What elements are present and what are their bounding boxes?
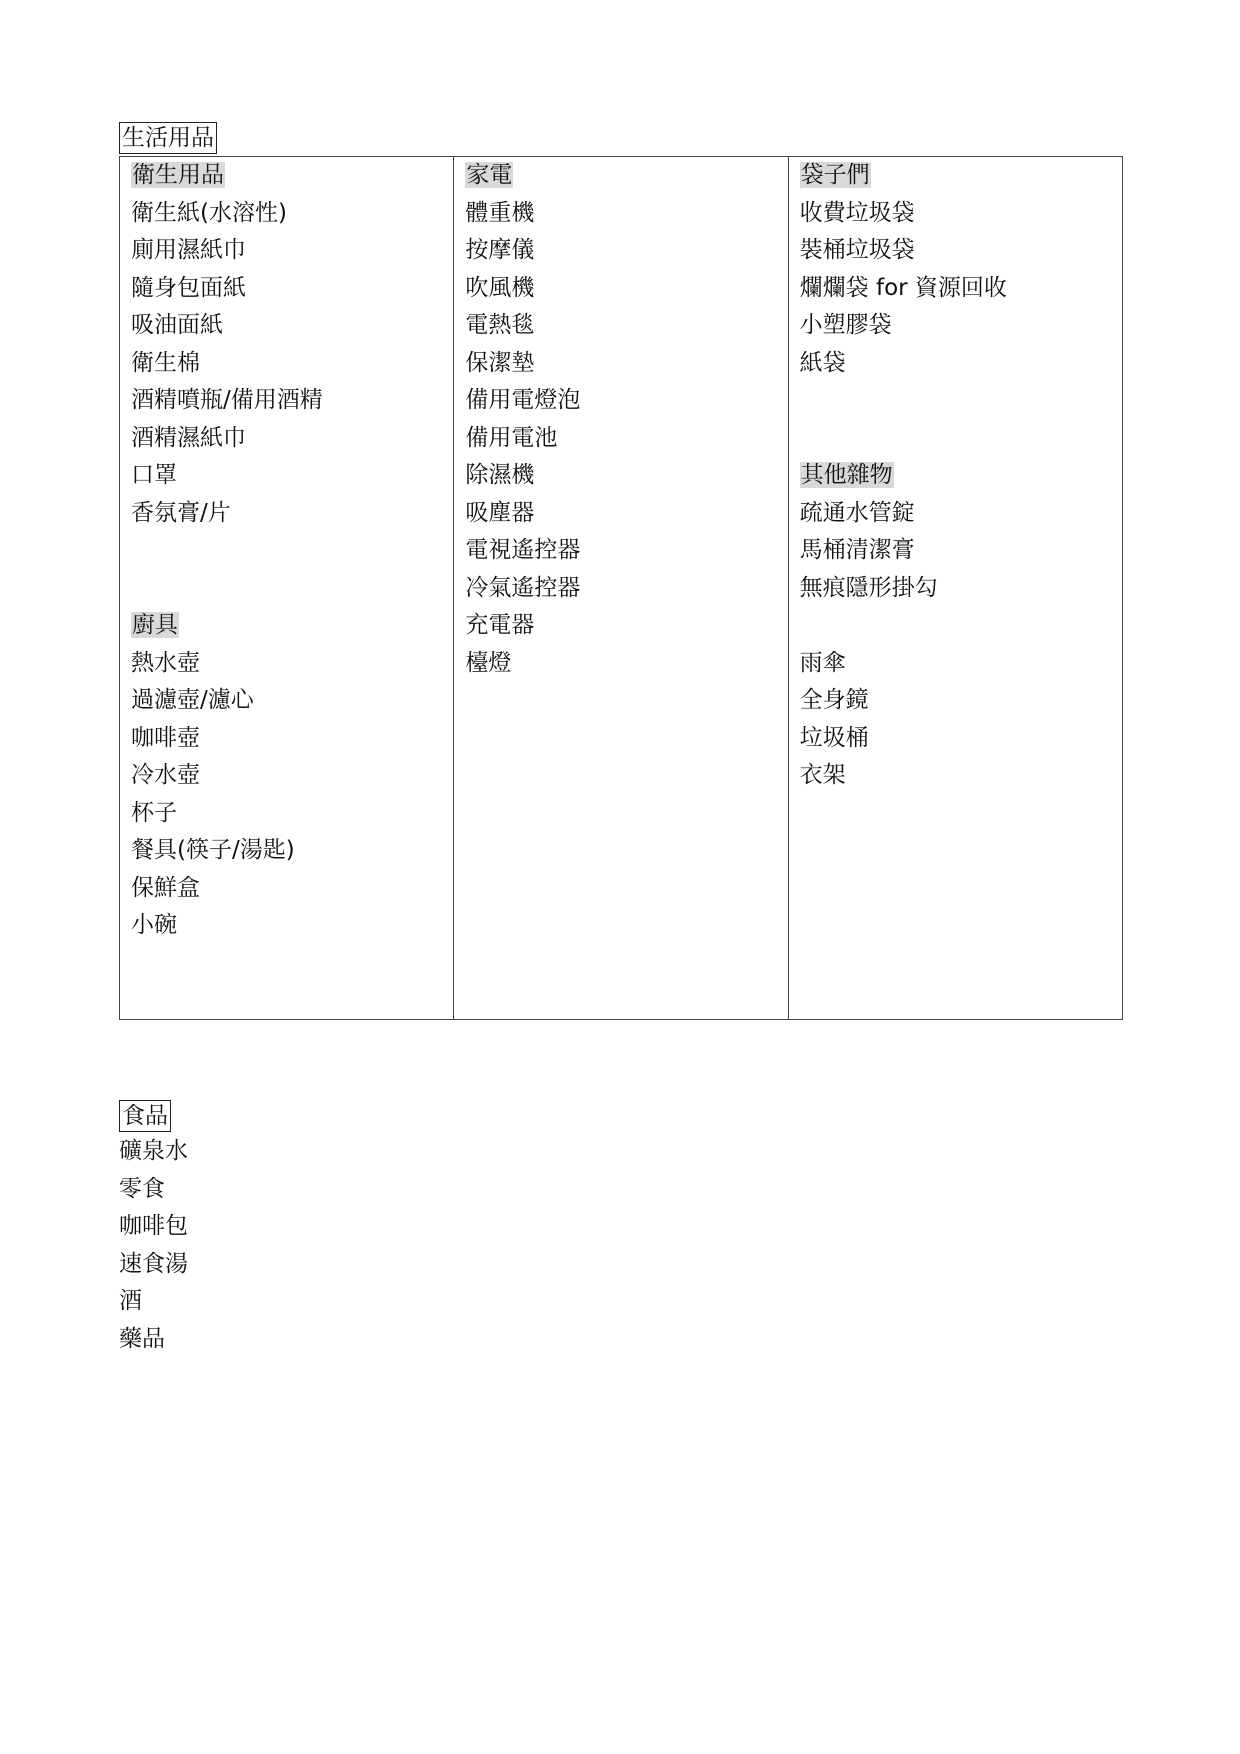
list-item: 爛爛袋 for 資源回收: [799, 274, 1007, 301]
list-item: 藥品: [119, 1325, 165, 1352]
list-item: 備用電池: [465, 424, 558, 451]
group-heading: 家電: [466, 162, 513, 188]
blank-line: [131, 570, 453, 608]
list-item: 礦泉水: [119, 1138, 188, 1164]
list-item: 口罩: [131, 462, 177, 488]
list-item: 隨身包面紙: [131, 274, 246, 301]
list-item: 咖啡包: [119, 1213, 188, 1239]
list-item: 小碗: [131, 912, 177, 938]
list-item: 零食: [119, 1175, 165, 1202]
list-item: 餐具(筷子/湯匙): [131, 837, 295, 863]
list-item: 體重機: [465, 199, 535, 226]
list-item: 衛生紙(水溶性): [131, 199, 287, 226]
blank-line: [800, 607, 1122, 645]
list-item: 酒精濕紙巾: [131, 424, 246, 451]
list-item: 吸油面紙: [131, 312, 223, 338]
list-item: 酒: [119, 1288, 142, 1314]
list-item: 衣架: [799, 762, 846, 788]
column-hygiene-kitchen: [120, 157, 453, 1019]
list-item: 全身鏡: [799, 687, 869, 713]
list-item: 無痕隱形掛勾: [799, 574, 938, 601]
blank-line: [131, 532, 453, 570]
items-table: [119, 156, 1123, 1020]
list-item: 保鮮盒: [131, 874, 200, 901]
group-heading: 袋子們: [800, 162, 870, 188]
list-item: 紙袋: [799, 349, 846, 376]
list-item: 冷氣遙控器: [465, 574, 581, 601]
list-item: 吸塵器: [465, 499, 535, 526]
list-item: 備用電燈泡: [465, 387, 581, 413]
column-bags-misc: [788, 157, 1122, 1019]
list-item: 雨傘: [799, 649, 846, 676]
list-item: 香氛膏/片: [131, 499, 231, 526]
list-item: 按摩儀: [465, 237, 535, 263]
list-item: 衛生棉: [131, 349, 200, 376]
section-title-daily-goods: 生活用品: [119, 122, 217, 154]
group-heading: 廚具: [132, 612, 178, 638]
list-item: 冷水壺: [131, 762, 200, 788]
list-item: 小塑膠袋: [799, 312, 892, 338]
list-item: 吹風機: [465, 274, 535, 301]
list-item: 保潔墊: [465, 349, 535, 376]
list-item: 馬桶清潔膏: [799, 537, 915, 563]
group-heading: 衛生用品: [132, 162, 224, 188]
list-item: 檯燈: [465, 649, 512, 676]
list-item: 疏通水管錠: [799, 499, 915, 526]
blank-line: [800, 420, 1122, 458]
list-item: 速食湯: [119, 1250, 188, 1277]
list-item: 熱水壺: [131, 649, 200, 676]
list-item: 過濾壺/濾心: [131, 687, 254, 713]
list-item: 廁用濕紙巾: [131, 237, 246, 263]
section-title-food: 食品: [119, 1100, 171, 1132]
list-item: 垃圾桶: [799, 724, 869, 751]
list-item: 收費垃圾袋: [799, 199, 915, 226]
list-item: 充電器: [465, 612, 535, 638]
list-item: 電熱毯: [465, 312, 535, 338]
list-item: 杯子: [131, 799, 177, 826]
blank-line: [800, 382, 1122, 420]
group-heading: 其他雜物: [800, 462, 893, 488]
food-list: [119, 1133, 188, 1358]
column-appliances: [453, 157, 787, 1019]
list-item: 除濕機: [465, 462, 535, 488]
list-item: 裝桶垃圾袋: [799, 237, 915, 263]
list-item: 咖啡壺: [131, 724, 200, 751]
list-item: 電視遙控器: [465, 537, 581, 563]
list-item: 酒精噴瓶/備用酒精: [131, 387, 323, 413]
